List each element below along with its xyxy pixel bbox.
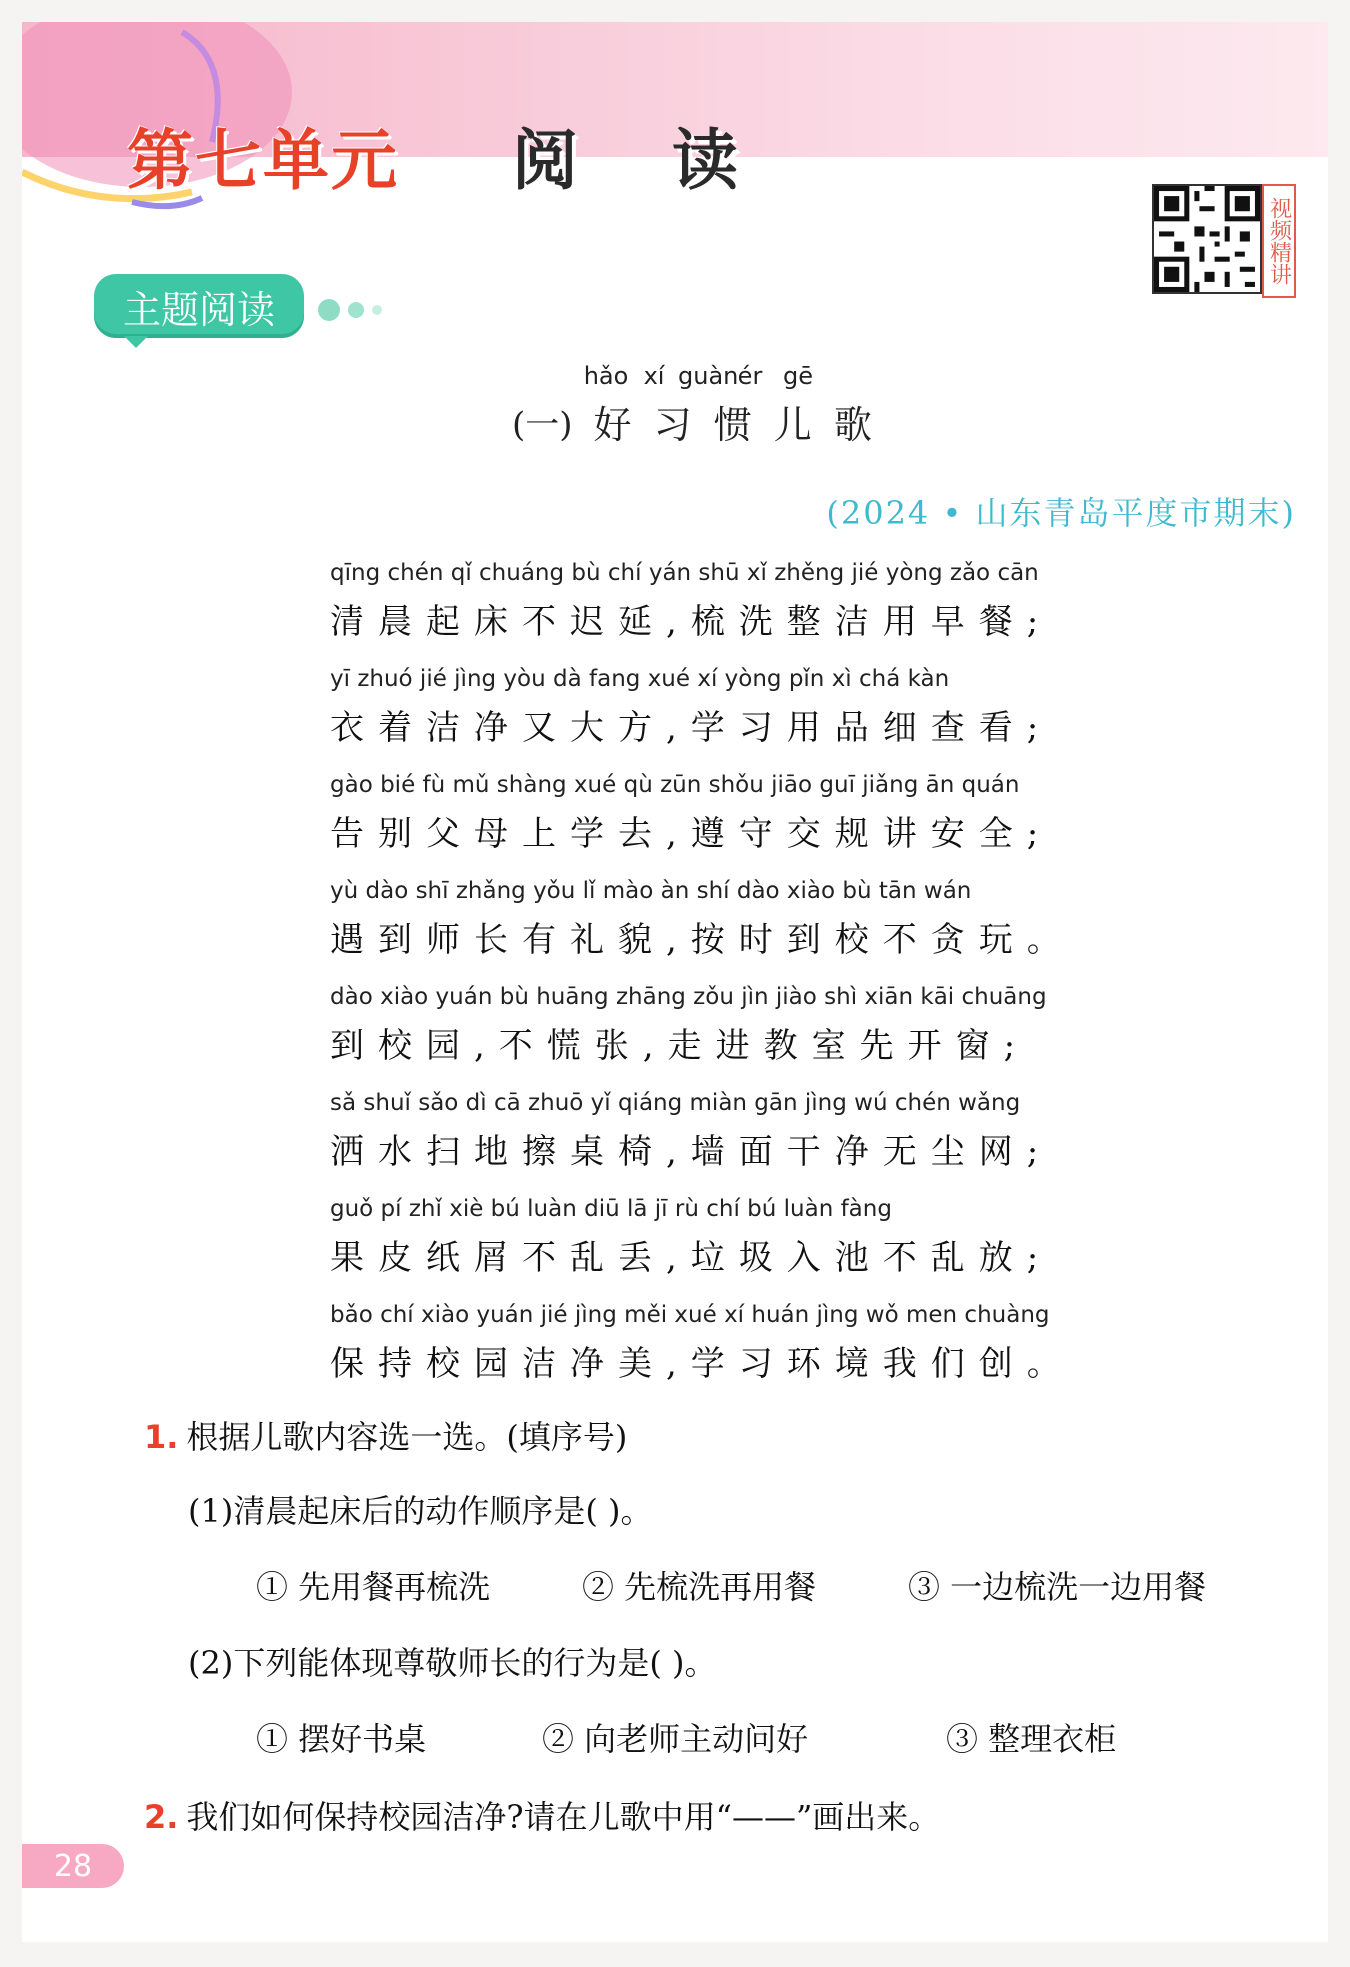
- dot-decoration: [348, 302, 364, 318]
- page-number: 28: [22, 1844, 124, 1888]
- title-char: 歌: [833, 403, 872, 447]
- poem-line-text: 告别父母上学去,遵守交规讲安全;: [330, 814, 1053, 854]
- poem-line-pinyin: qīng chén qǐ chuáng bù chí yán shū xǐ zhěng jié yòng zǎo cān: [330, 560, 1039, 586]
- q1-sub2-option-1[interactable]: ① 摆好书桌: [256, 1720, 427, 1758]
- question-2-prompt: 我们如何保持校园洁净?请在儿歌中用“——”画出来。: [186, 1798, 941, 1836]
- poem-line-pinyin: guǒ pí zhǐ xiè bú luàn diū lā jī rù chí bú luàn fàng: [330, 1196, 892, 1222]
- poem-line-pinyin: gào bié fù mǔ shàng xué qù zūn shǒu jiāo guī jiǎng ān quán: [330, 772, 1020, 798]
- poem-number: (一): [512, 405, 573, 445]
- q1-sub1-option-2[interactable]: ② 先梳洗再用餐: [582, 1568, 817, 1606]
- qr-code[interactable]: [1152, 184, 1262, 294]
- title-pinyin-syllable: ér: [737, 362, 763, 390]
- poem-line-text: 洒水扫地擦桌椅,墙面干净无尘网;: [330, 1132, 1053, 1172]
- question-1-number: 1.: [144, 1418, 179, 1456]
- title-char: 儿: [773, 403, 812, 447]
- poem-line-pinyin: bǎo chí xiào yuán jié jìng měi xué xí huán jìng wǒ men chuàng: [330, 1302, 1050, 1328]
- q1-sub2-option-2[interactable]: ② 向老师主动问好: [542, 1720, 809, 1758]
- question-2-number: 2.: [144, 1798, 179, 1836]
- question-1-sub-2: (2)下列能体现尊敬师长的行为是( )。: [188, 1644, 717, 1682]
- section-title-char-2: 读: [672, 122, 738, 199]
- title-char: 好: [593, 403, 632, 447]
- textbook-page: [22, 22, 1328, 1942]
- title-char: 惯: [713, 403, 752, 447]
- poem-line-text: 果皮纸屑不乱丢,垃圾入池不乱放;: [330, 1238, 1053, 1278]
- poem-title-pinyin: [582, 362, 822, 390]
- dot-decoration: [372, 305, 382, 315]
- question-2: [144, 1792, 940, 1838]
- poem-line-text: 遇到师长有礼貌,按时到校不贪玩。: [330, 920, 1075, 960]
- poem-line-text: 衣着洁净又大方,学习用品细查看;: [330, 708, 1053, 748]
- q1-sub1-option-1[interactable]: ① 先用餐再梳洗: [256, 1568, 491, 1606]
- title-pinyin-syllable: xí: [643, 362, 665, 390]
- title-pinyin-syllable: hǎo: [583, 362, 629, 390]
- qr-video-label[interactable]: 视频精讲: [1262, 184, 1296, 298]
- title-pinyin-syllable: guàn: [678, 362, 739, 390]
- question-1: [144, 1412, 627, 1458]
- title-char: 习: [653, 403, 692, 447]
- title-pinyin-syllable: gē: [783, 362, 813, 390]
- poem-line-pinyin: yù dào shī zhǎng yǒu lǐ mào àn shí dào xiào bù tān wán: [330, 878, 972, 904]
- q1-sub2-option-3[interactable]: ③ 整理衣柜: [946, 1720, 1117, 1758]
- question-1-sub-1: (1)清晨起床后的动作顺序是( )。: [188, 1492, 653, 1530]
- poem-line-text: 保持校园洁净美,学习环境我们创。: [330, 1344, 1075, 1384]
- dot-decoration: [318, 299, 340, 321]
- poem-line-pinyin: yī zhuó jié jìng yòu dà fang xué xí yòng pǐn xì chá kàn: [330, 666, 950, 692]
- poem-line-text: 到校园,不慌张,走进教室先开窗;: [330, 1026, 1030, 1066]
- poem-line-pinyin: dào xiào yuán bù huāng zhāng zǒu jìn jiào shì xiān kāi chuāng: [330, 984, 1047, 1010]
- section-title-char-1: 阅: [512, 122, 578, 199]
- theme-reading-tag: 主题阅读: [94, 274, 304, 338]
- poem-line-text: 清晨起床不迟延,梳洗整洁用早餐;: [330, 602, 1053, 642]
- poem-line-pinyin: sǎ shuǐ sǎo dì cā zhuō yǐ qiáng miàn gān jìng wú chén wǎng: [330, 1090, 1021, 1116]
- poem-source: (2024 • 山东青岛平度市期末): [826, 494, 1296, 532]
- poem-title: [512, 394, 877, 449]
- unit-title: 第七单元: [127, 122, 399, 199]
- q1-sub1-option-3[interactable]: ③ 一边梳洗一边用餐: [908, 1568, 1207, 1606]
- question-1-prompt: 根据儿歌内容选一选。(填序号): [186, 1418, 628, 1456]
